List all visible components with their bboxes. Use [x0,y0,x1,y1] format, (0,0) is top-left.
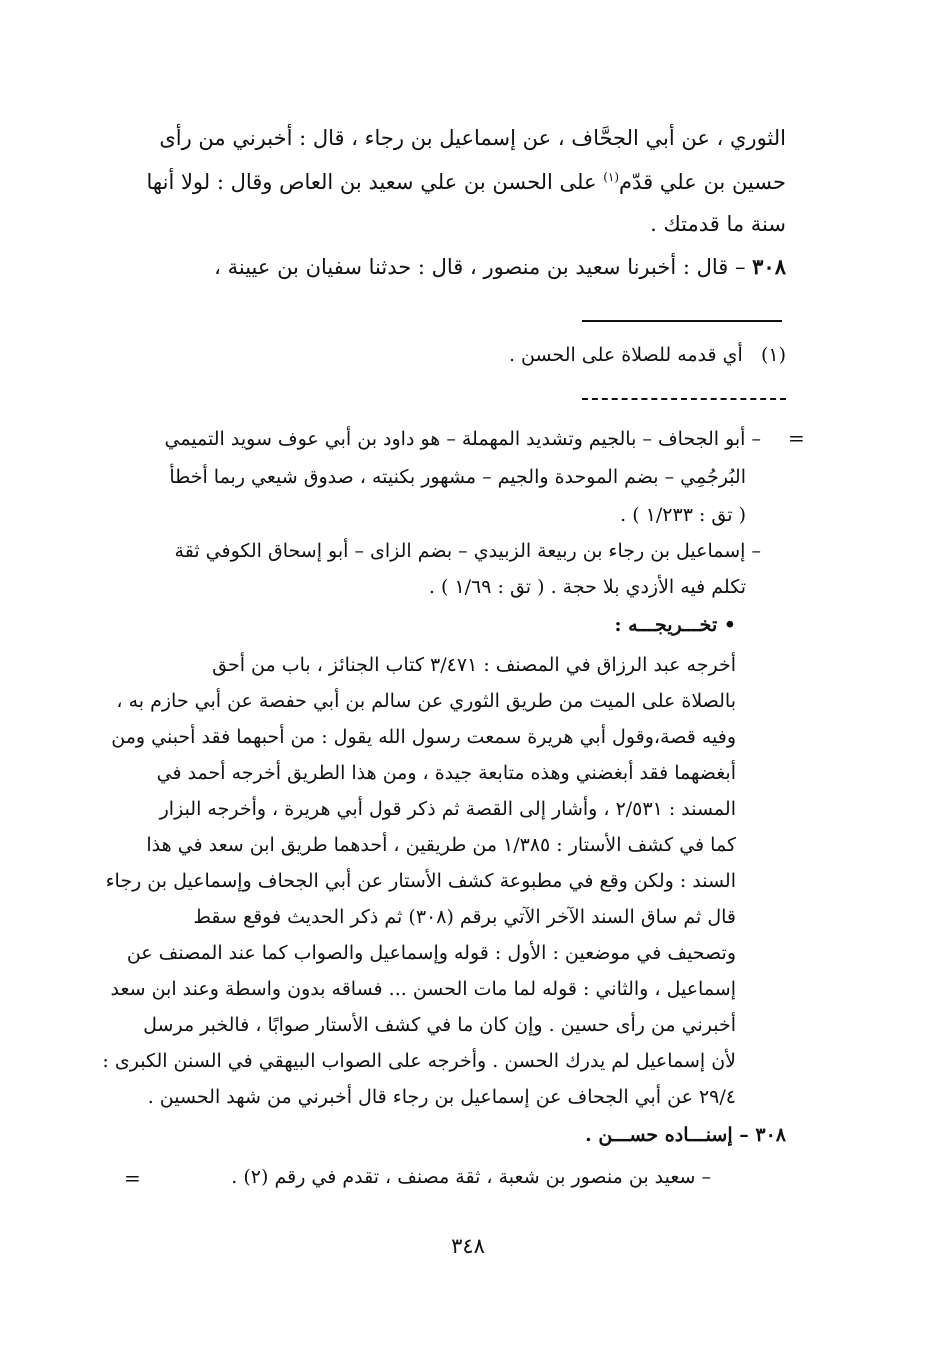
hadith-number: ٣٠٨ [752,254,786,279]
takhrij-line-6: كما في كشف الأستار : ١/٣٨٥ من طريقين ، أحدهما طريق ابن سعد في هذا [146,834,736,856]
footnote-separator [582,320,782,322]
commentary-line-1: – أبو الجحاف – بالجيم وتشديد المهملة – هو داود بن أبي عوف سويد التميمي [164,428,761,450]
footnote [509,344,786,366]
takhrij-line-2: بالصلاة على الميت من طريق الثوري عن سالم بن أبي حفصة عن أبي حازم به ، [116,690,736,712]
takhrij-heading: • تخـــريجـــه : [614,614,736,636]
main-text-line-2-part-2: على الحسن بن علي سعيد بن العاص وقال : لولا أنها [146,170,604,194]
takhrij-line-8: قال ثم ساق السند الآخر الآتي برقم (٣٠٨) ثم ذكر الحديث فوقع سقط [193,906,736,928]
footnote-reference: (١) [603,170,620,184]
commentary-separator [582,398,786,400]
main-text-line-2 [147,170,786,194]
takhrij-line-10: إسماعيل ، والثاني : قوله لما مات الحسن ... فساقه بدون واسطة وعند ابن سعد [110,978,736,1000]
takhrij-line-1: أخرجه عبد الرزاق في المصنف : ٣/٤٧١ كتاب الجنائز ، باب من أحق [212,654,736,676]
page-number: ٣٤٨ [451,1234,485,1258]
isnad-line: – سعيد بن منصور بن شعبة ، ثقة مصنف ، تقدم في رقم (٢) . [231,1166,711,1188]
takhrij-line-11: أخبرني من رأى حسين . وإن كان ما في كشف الأستار صوابًا ، فالخبر مرسل [143,1014,736,1036]
takhrij-line-13: ٢٩/٤ عن أبي الجحاف عن إسماعيل بن رجاء قال أخبرني من شهد الحسين . [147,1086,736,1108]
main-text-line-2-part-1: حسين بن علي قدّم [619,170,786,194]
footnote-text: أي قدمه للصلاة على الحسن . [508,344,743,366]
main-text-line-4 [214,254,786,279]
continuation-mark-bottom: = [124,1166,141,1190]
commentary-line-2: البُرجُمِي – بضم الموحدة والجيم – مشهور بكنيته ، صدوق شيعي ربما أخطأ [169,466,746,488]
footnote-marker: (١) [760,344,786,366]
isnad-heading [585,1124,786,1146]
takhrij-line-9: وتصحيف في موضعين : الأول : قوله وإسماعيل والصواب كما عند المصنف عن [126,942,736,964]
continuation-mark-top: = [788,426,805,450]
commentary-line-3: ( تق : ١/٢٣٣ ) . [620,504,746,526]
main-text-line-3: سنة ما قدمتك . [650,212,786,236]
commentary-line-4: – إسماعيل بن رجاء بن ربيعة الزبيدي – بضم الزاى – أبو إسحاق الكوفي ثقة [174,540,761,562]
commentary-line-5: تكلم فيه الأزدي بلا حجة . ( تق : ١/٦٩ ) . [428,576,746,598]
takhrij-line-3: وفيه قصة،وقول أبي هريرة سمعت رسول الله يقول : من أحبهما فقد أحبني ومن [111,726,736,748]
takhrij-line-4: أبغضهما فقد أبغضني وهذه متابعة جيدة ، ومن هذا الطريق أخرجه أحمد في [156,762,736,784]
takhrij-line-7: السند : ولكن وقع في مطبوعة كشف الأستار عن أبي الجحاف وإسماعيل بن رجاء [105,870,736,892]
takhrij-line-5: المسند : ٢/٥٣١ ، وأشار إلى القصة ثم ذكر قول أبي هريرة ، وأخرجه البزار [159,798,736,820]
isnad-heading-text: – إسنـــاده حســـن . [585,1124,756,1146]
main-text-line-4-text: – قال : أخبرنا سعيد بن منصور ، قال : حدثنا سفيان بن عيينة ، [214,255,753,279]
takhrij-line-12: لأن إسماعيل لم يدرك الحسن . وأخرجه على الصواب البيهقي في السنن الكبرى : [102,1050,736,1072]
isnad-number: ٣٠٨ [755,1124,786,1146]
main-text-line-1: الثوري ، عن أبي الجحَّاف ، عن إسماعيل بن رجاء ، قال : أخبرني من رأى [159,126,786,150]
